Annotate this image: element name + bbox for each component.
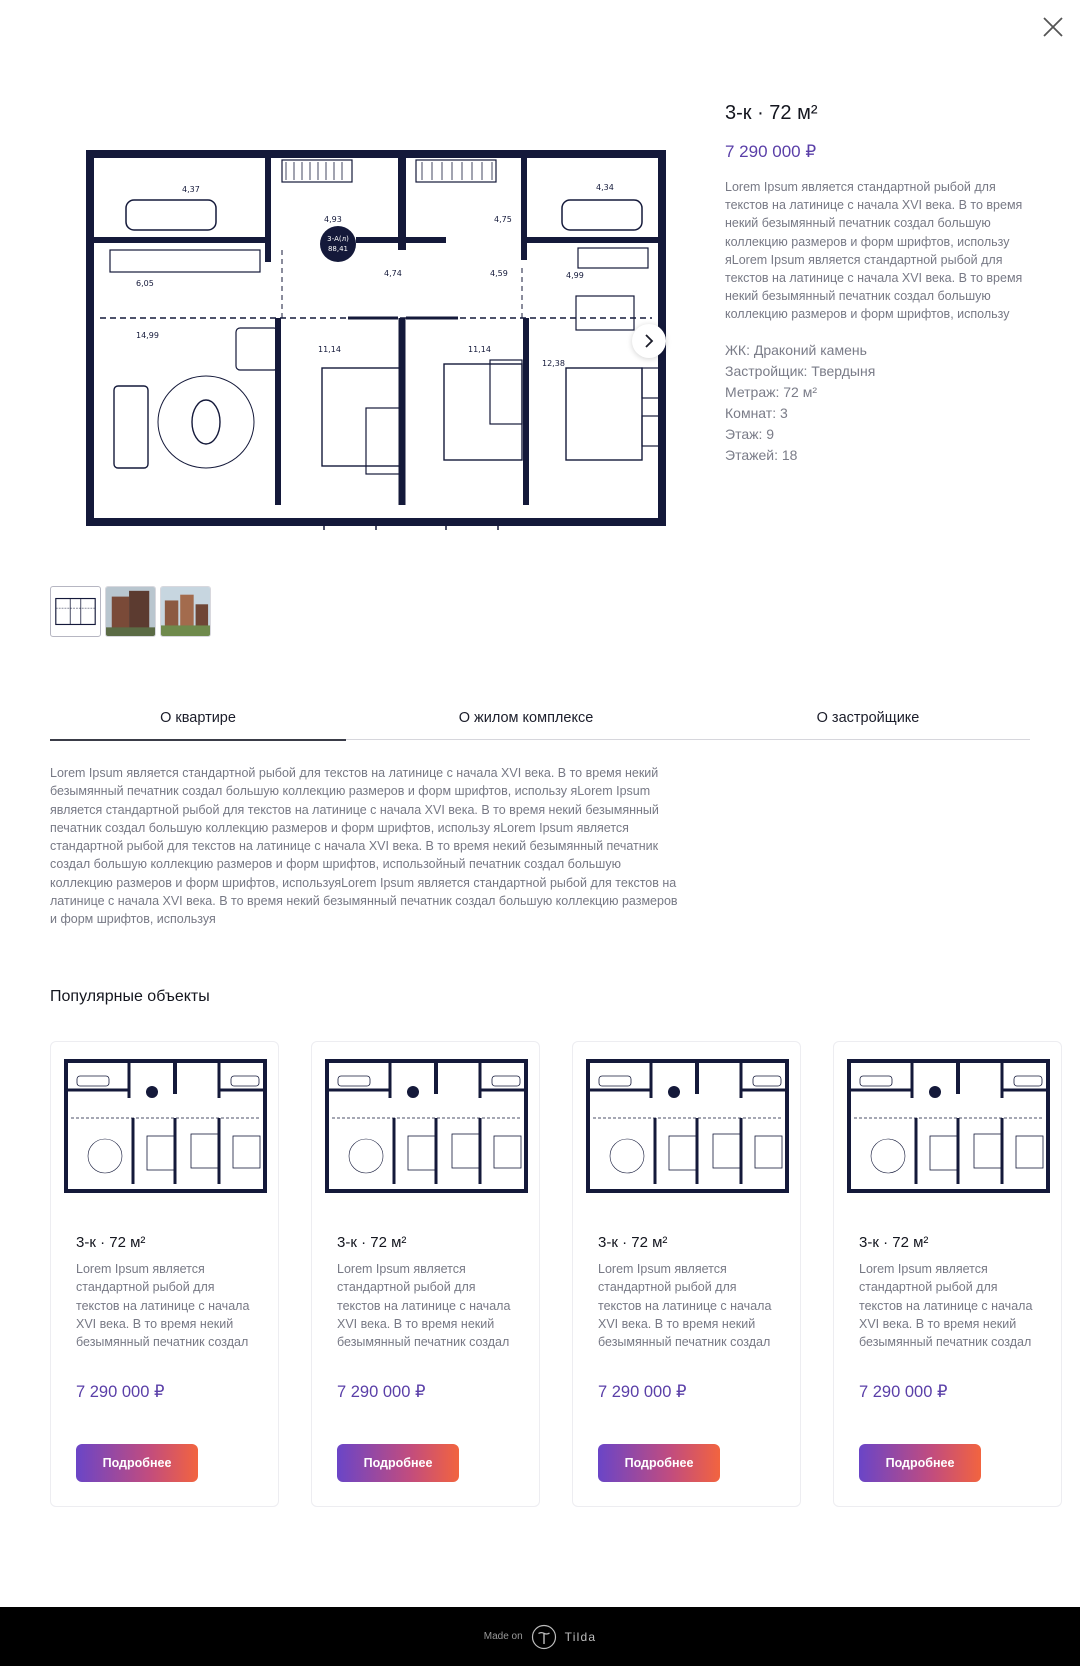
popular-card[interactable] <box>833 1041 1062 1507</box>
gallery-next-button[interactable] <box>632 324 666 358</box>
apartment-specs <box>725 340 1035 466</box>
card-description: Lorem Ipsum является стандартной рыбой для текстов на латинице с начала XVI века. В то время некий безымянный печатник создал <box>859 1262 1033 1350</box>
details-button[interactable]: Подробнее <box>859 1444 981 1482</box>
footer-made-on: Made on <box>483 1631 523 1642</box>
details-button[interactable]: Подробнее <box>598 1444 720 1482</box>
card-title: 3-к · 72 м² <box>337 1234 407 1251</box>
plan-badge-top: 3-А(л) <box>327 235 349 243</box>
card-floor-plan-image <box>846 1058 1051 1196</box>
card-description: Lorem Ipsum является стандартной рыбой для текстов на латинице с начала XVI века. В то время некий безымянный печатник создал <box>598 1262 772 1350</box>
details-button[interactable]: Подробнее <box>76 1444 198 1482</box>
tab-about-developer[interactable]: О застройщике <box>816 710 920 726</box>
card-price: 7 290 000 ₽ <box>598 1383 687 1401</box>
image-gallery <box>50 130 670 550</box>
spec-rooms: Комнат: 3 <box>725 404 788 421</box>
floor-plan-image <box>86 150 666 530</box>
details-button[interactable]: Подробнее <box>337 1444 459 1482</box>
card-description: Lorem Ipsum является стандартной рыбой для текстов на латинице с начала XVI века. В то время некий безымянный печатник создал <box>76 1262 250 1350</box>
plan-label: 14,99 <box>136 331 159 340</box>
spec-area: Метраж: 72 м² <box>725 383 818 400</box>
spec-developer: Застройщик: Твердыня <box>725 362 876 379</box>
card-title: 3-к · 72 м² <box>76 1234 146 1251</box>
popular-section-title: Популярные объекты <box>50 988 210 1005</box>
plan-label: 4,37 <box>182 185 200 194</box>
plan-label: 4,34 <box>596 183 614 192</box>
spec-floors-total: Этажей: 18 <box>725 446 798 463</box>
plan-label: 11,14 <box>468 345 491 354</box>
popular-card[interactable] <box>572 1041 801 1507</box>
thumbnail-building-photo-2[interactable] <box>160 586 211 637</box>
plan-badge-bottom: 88,41 <box>327 245 349 253</box>
tab-content-text: Lorem Ipsum является стандартной рыбой для текстов на латинице с начала XVI века. В то время некий безымянный печатник создал большую коллекцию размеров и форм шрифтов, использу яLorem Ipsum является стандартной рыбой для текстов на латинице с начала XVI века. В то время некий безымянный печатник создал большую коллекцию размеров и форм шрифтов, использу яLorem Ipsum является стандартной рыбой для текстов на латинице с начала XVI века. В то время некий безымянный печатник создал большую коллекцию размеров и форм шрифтов, использойный печатник создал большую коллекцию размеров и форм шрифтов, используяLorem Ipsum является стандартной рыбой для текстов на латинице с начала XVI века. В то время некий безымянный печатник создал большую коллекцию размеров и форм шрифтов, используя <box>50 766 678 927</box>
popular-cards <box>50 1041 1080 1507</box>
footer <box>0 1607 1080 1666</box>
card-price: 7 290 000 ₽ <box>337 1383 426 1401</box>
plan-label: 11,14 <box>318 345 341 354</box>
plan-label: 4,75 <box>494 215 512 224</box>
thumbnail-floor-plan[interactable] <box>50 586 101 637</box>
spec-floor: Этаж: 9 <box>725 425 775 442</box>
tab-about-apartment[interactable]: О квартире <box>50 696 346 741</box>
card-price: 7 290 000 ₽ <box>859 1383 948 1401</box>
apartment-title: 3-к · 72 м² <box>725 102 818 124</box>
chevron-right-icon <box>642 334 656 348</box>
plan-label: 4,74 <box>384 269 402 278</box>
popular-card[interactable] <box>50 1041 279 1507</box>
building-photo-icon <box>106 587 155 636</box>
plan-label: 12,38 <box>542 359 565 368</box>
apartment-description: Lorem Ipsum является стандартной рыбой для текстов на латинице с начала XVI века. В то время некий безымянный печатник создал большую коллекцию размеров и форм шрифтов, использу яLorem Ipsum является стандартной рыбой для текстов на латинице с начала XVI века. В то время некий безымянный печатник создал большую коллекцию размеров и форм шрифтов, использу <box>725 180 1023 322</box>
spec-complex: ЖК: Драконий камень <box>725 341 867 358</box>
close-icon <box>1040 14 1066 40</box>
plan-label: 4,59 <box>490 269 508 278</box>
tab-about-complex[interactable]: О жилом комплексе <box>458 710 594 726</box>
plan-label: 6,05 <box>136 279 154 288</box>
card-title: 3-к · 72 м² <box>859 1234 929 1251</box>
card-description: Lorem Ipsum является стандартной рыбой для текстов на латинице с начала XVI века. В то время некий безымянный печатник создал <box>337 1262 511 1350</box>
gallery-thumbnails <box>50 586 211 637</box>
card-price: 7 290 000 ₽ <box>76 1383 165 1401</box>
apartment-info <box>725 100 1035 466</box>
building-photo-icon <box>161 587 210 636</box>
footer-brand[interactable]: Tilda <box>564 1629 597 1644</box>
card-title: 3-к · 72 м² <box>598 1234 668 1251</box>
popular-card[interactable] <box>311 1041 540 1507</box>
close-button[interactable] <box>1040 14 1066 40</box>
floor-plan-thumbnail-icon <box>51 587 100 636</box>
card-floor-plan-image <box>585 1058 790 1196</box>
tilda-logo-icon[interactable] <box>531 1624 557 1650</box>
card-floor-plan-image <box>324 1058 529 1196</box>
plan-label: 4,93 <box>324 215 342 224</box>
thumbnail-building-photo-1[interactable] <box>105 586 156 637</box>
plan-label: 4,99 <box>566 271 584 280</box>
info-tabs <box>50 696 1030 740</box>
apartment-price: 7 290 000 ₽ <box>725 142 817 161</box>
card-floor-plan-image <box>63 1058 268 1196</box>
